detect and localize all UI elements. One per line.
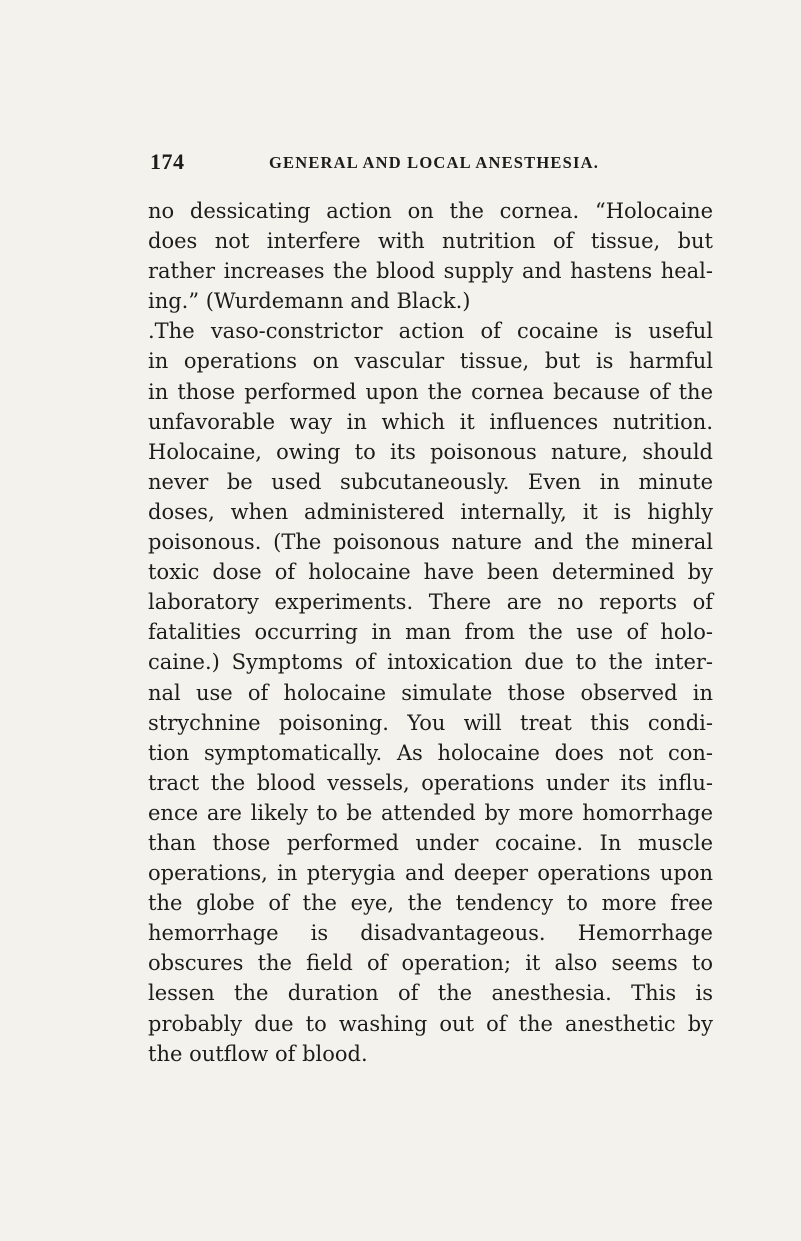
- text-line: the globe of the eye, the tendency to more free: [148, 891, 713, 916]
- body-text: [148, 196, 713, 1069]
- text-line: probably due to washing out of the anesthetic by: [148, 1011, 713, 1036]
- text-line: hemorrhage is disadvantageous. Hemorrhage: [148, 921, 713, 946]
- text-line: poisonous. (The poisonous nature and the mineral: [148, 530, 713, 555]
- text-line: tion symptomatically. As holocaine does not con-: [148, 740, 713, 765]
- page-number: 174: [150, 149, 185, 174]
- text-line: obscures the field of operation; it also seems to: [148, 951, 713, 976]
- text-line: .The vaso-constrictor action of cocaine is useful: [148, 319, 713, 344]
- text-line: toxic dose of holocaine have been determined by: [148, 560, 713, 585]
- text-line: does not interfere with nutrition of tissue, but: [148, 229, 713, 254]
- text-line: nal use of holocaine simulate those observed in: [148, 680, 713, 705]
- text-line: than those performed under cocaine. In muscle: [148, 830, 713, 855]
- text-line: doses, when administered internally, it is highly: [148, 499, 713, 524]
- text-line: Holocaine, owing to its poisonous nature, should: [148, 439, 713, 464]
- text-line: the outflow of blood.: [148, 1041, 368, 1066]
- running-title: GENERAL AND LOCAL ANESTHESIA.: [269, 153, 600, 172]
- text-line: caine.) Symptoms of intoxication due to the inter-: [148, 650, 713, 675]
- text-line: in those performed upon the cornea because of the: [148, 379, 713, 404]
- text-line: in operations on vascular tissue, but is harmful: [148, 349, 713, 374]
- text-line: laboratory experiments. There are no reports of: [148, 590, 713, 615]
- text-line: unfavorable way in which it influences nutrition.: [148, 409, 713, 434]
- text-line: tract the blood vessels, operations under its influ-: [148, 770, 713, 795]
- text-line: ing.” (Wurdemann and Black.): [148, 289, 471, 314]
- text-line: never be used subcutaneously. Even in minute: [148, 469, 713, 494]
- running-head: [150, 148, 710, 176]
- text-line: operations, in pterygia and deeper operations upon: [148, 861, 713, 886]
- text-line: strychnine poisoning. You will treat this condi-: [148, 710, 713, 735]
- text-line: no dessicating action on the cornea. “Holocaine: [148, 199, 713, 223]
- text-line: ence are likely to be attended by more homorrhage: [148, 800, 713, 825]
- text-line: rather increases the blood supply and hastens heal-: [148, 259, 713, 284]
- text-line: lessen the duration of the anesthesia. This is: [148, 981, 713, 1006]
- text-line: fatalities occurring in man from the use of holo-: [148, 620, 713, 645]
